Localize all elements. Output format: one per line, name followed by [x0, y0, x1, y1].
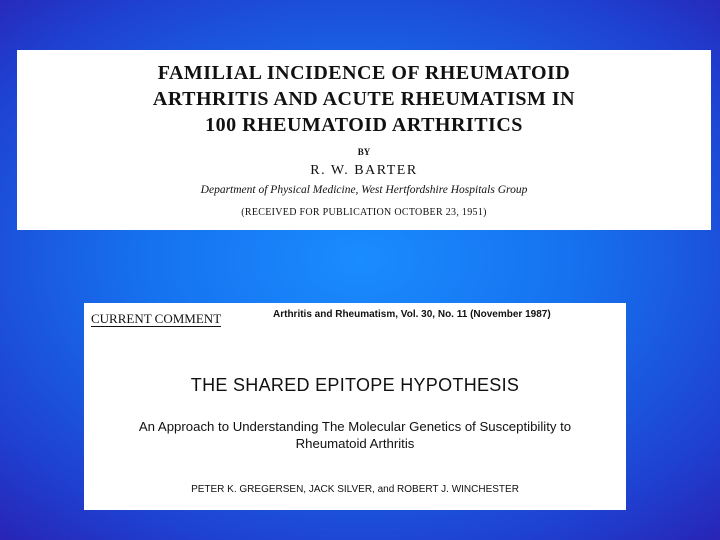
paper-2-authors: PETER K. GREGERSEN, JACK SILVER, and ROBERT J. WINCHESTER [191, 484, 519, 495]
paper-2-section: CURRENT COMMENT [91, 311, 222, 326]
paper-1-affiliation: Department of Physical Medicine, West Hertfordshire Hospitals Group [200, 184, 528, 196]
paper-1-title-line-3: 100 RHEUMATOID ARTHRITICS [205, 114, 523, 136]
paper-1-author: R. W. BARTER [310, 163, 418, 178]
paper-1-title-line-1: FAMILIAL INCIDENCE OF RHEUMATOID [157, 62, 571, 84]
paper-2-citation: Arthritis and Rheumatism, Vol. 30, No. 11 (November 1987) [273, 309, 551, 320]
paper-1-title-clipping [17, 50, 711, 230]
paper-1-received: (RECEIVED FOR PUBLICATION OCTOBER 23, 1951) [241, 207, 487, 218]
paper-2-title: THE SHARED EPITOPE HYPOTHESIS [190, 375, 520, 395]
paper-2-subtitle-line-1: An Approach to Understanding The Molecular Genetics of Susceptibility to [138, 419, 572, 434]
paper-1-title-line-2: ARTHRITIS AND ACUTE RHEUMATISM IN [152, 88, 576, 110]
paper-1-by: BY [357, 147, 371, 157]
paper-2-title-clipping [84, 303, 626, 510]
paper-2-subtitle-line-2: Rheumatoid Arthritis [295, 436, 415, 451]
